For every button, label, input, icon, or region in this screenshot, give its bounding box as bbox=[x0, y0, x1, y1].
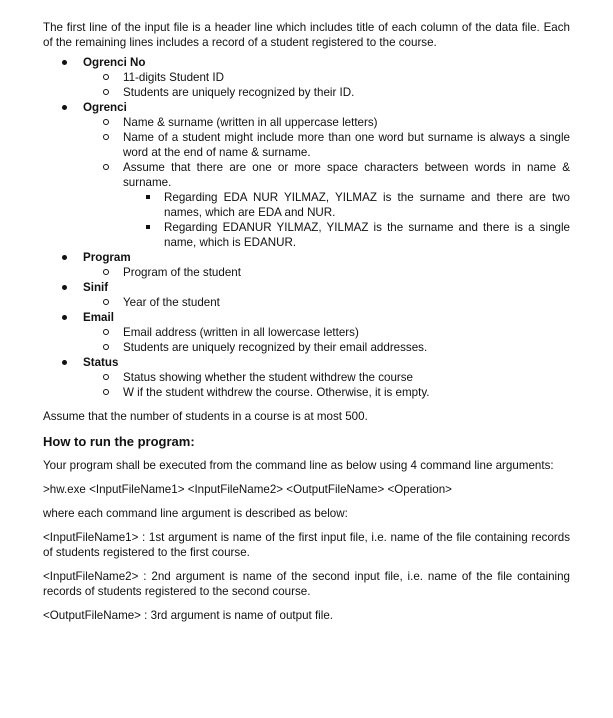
field-name: Ogrenci No bbox=[83, 56, 146, 69]
bullet-disc-icon bbox=[62, 285, 67, 290]
howto-paragraph: Your program shall be executed from the command line as below using 4 command line arguments: bbox=[43, 459, 554, 472]
bullet-disc-icon bbox=[62, 60, 67, 65]
field-description-item bbox=[43, 130, 570, 160]
bullet-square-icon bbox=[146, 195, 150, 199]
field-description-text: Students are uniquely recognized by their email addresses. bbox=[123, 341, 428, 354]
field-description-item bbox=[43, 385, 570, 400]
example-list bbox=[123, 190, 570, 250]
bullet-circle-icon bbox=[103, 344, 109, 350]
field-item bbox=[43, 310, 570, 355]
bullet-circle-icon bbox=[103, 89, 109, 95]
bullet-square-icon bbox=[146, 225, 150, 229]
field-description-text: Program of the student bbox=[123, 266, 241, 279]
field-item bbox=[43, 355, 570, 400]
field-description-list bbox=[83, 325, 570, 355]
field-list bbox=[43, 55, 570, 400]
field-name: Sinif bbox=[83, 281, 109, 294]
bullet-circle-icon bbox=[103, 134, 109, 140]
field-description-text: Students are uniquely recognized by their ID. bbox=[123, 86, 355, 99]
field-description-text: Name & surname (written in all uppercase letters) bbox=[123, 116, 378, 129]
bullet-circle-icon bbox=[103, 329, 109, 335]
field-item bbox=[43, 100, 570, 250]
assume-paragraph: Assume that the number of students in a course is at most 500. bbox=[43, 410, 368, 423]
bullet-disc-icon bbox=[62, 360, 67, 365]
field-description-text: 11-digits Student ID bbox=[123, 71, 224, 84]
field-description-item bbox=[43, 295, 570, 310]
args-intro: where each command line argument is described as below: bbox=[43, 507, 348, 520]
field-description-item bbox=[43, 340, 570, 355]
field-name: Email bbox=[83, 311, 114, 324]
example-text: Regarding EDANUR YILMAZ, YILMAZ is the surname and there is a single name, which is EDANUR. bbox=[164, 221, 570, 249]
bullet-disc-icon bbox=[62, 105, 67, 110]
field-description-list bbox=[83, 70, 570, 100]
field-description-text: W if the student withdrew the course. Otherwise, it is empty. bbox=[123, 386, 430, 399]
field-description-text: Year of the student bbox=[123, 296, 220, 309]
field-item bbox=[43, 280, 570, 310]
field-name: Status bbox=[83, 356, 119, 369]
field-name: Program bbox=[83, 251, 131, 264]
bullet-circle-icon bbox=[103, 74, 109, 80]
field-description-list bbox=[83, 115, 570, 250]
field-description-item bbox=[43, 370, 570, 385]
howto-heading: How to run the program: bbox=[43, 434, 195, 449]
argument-description: <InputFileName1> : 1st argument is name of the first input file, i.e. name of the file containing records of students registered to the first course. bbox=[43, 531, 570, 559]
bullet-circle-icon bbox=[103, 119, 109, 125]
bullet-circle-icon bbox=[103, 299, 109, 305]
bullet-circle-icon bbox=[103, 164, 109, 170]
field-description-item bbox=[43, 265, 570, 280]
field-description-text: Email address (written in all lowercase letters) bbox=[123, 326, 359, 339]
field-description-item bbox=[43, 85, 570, 100]
field-item bbox=[43, 250, 570, 280]
field-description-item bbox=[43, 70, 570, 85]
field-description-list bbox=[83, 295, 570, 310]
example-text: Regarding EDA NUR YILMAZ, YILMAZ is the surname and there are two names, which are EDA and NUR. bbox=[164, 191, 570, 219]
field-description-text: Name of a student might include more than one word but surname is always a single word at the end of name & surname. bbox=[123, 131, 570, 159]
field-description-item bbox=[43, 115, 570, 130]
field-description-text: Status showing whether the student withdrew the course bbox=[123, 371, 414, 384]
args-list bbox=[43, 530, 570, 623]
example-item bbox=[43, 220, 570, 250]
bullet-circle-icon bbox=[103, 374, 109, 380]
example-item bbox=[43, 190, 570, 220]
field-item bbox=[43, 55, 570, 100]
bullet-circle-icon bbox=[103, 389, 109, 395]
field-description-list bbox=[83, 370, 570, 400]
argument-description: <OutputFileName> : 3rd argument is name of output file. bbox=[43, 609, 333, 622]
field-description-text: Assume that there are one or more space characters between words in name & surname. bbox=[123, 161, 570, 189]
command-line: >hw.exe <InputFileName1> <InputFileName2> <OutputFileName> <Operation> bbox=[43, 483, 452, 496]
field-name: Ogrenci bbox=[83, 101, 127, 114]
field-description-item bbox=[43, 160, 570, 250]
field-description-item bbox=[43, 325, 570, 340]
intro-paragraph: The first line of the input file is a header line which includes title of each column of the data file. Each of the remaining lines includes a record of a student registered to the course. bbox=[43, 21, 570, 49]
bullet-disc-icon bbox=[62, 255, 67, 260]
bullet-disc-icon bbox=[62, 315, 67, 320]
field-description-list bbox=[83, 265, 570, 280]
bullet-circle-icon bbox=[103, 269, 109, 275]
argument-description: <InputFileName2> : 2nd argument is name of the second input file, i.e. name of the file containing records of students registered to the second course. bbox=[43, 570, 570, 598]
